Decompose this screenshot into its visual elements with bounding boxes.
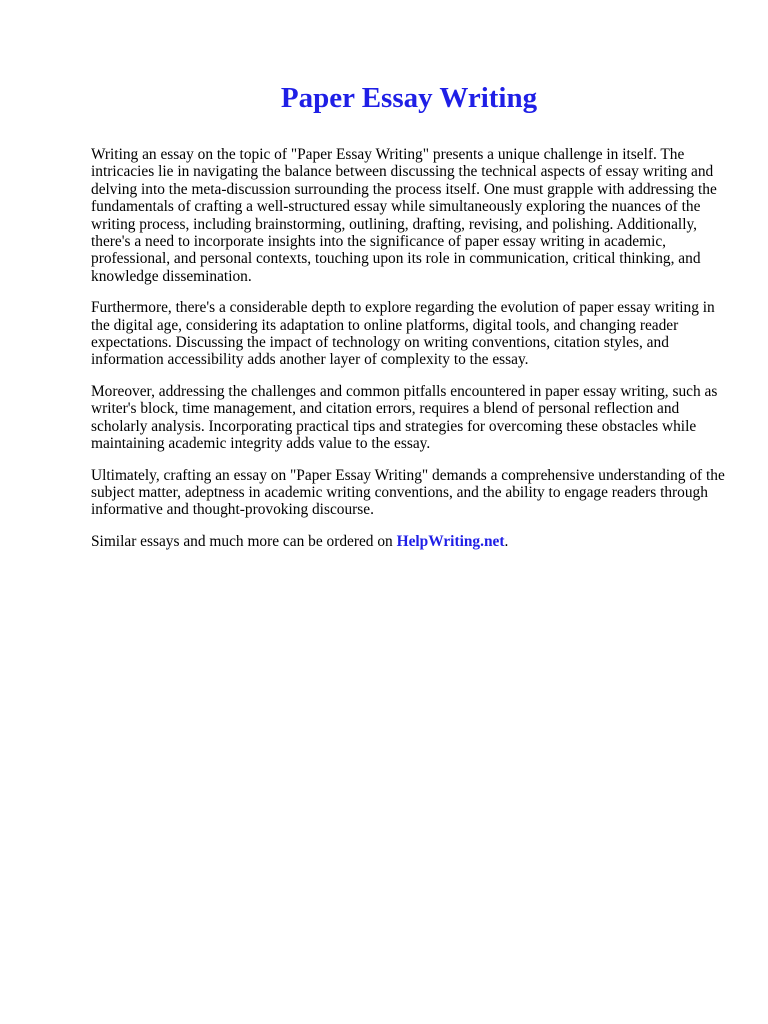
document-body xyxy=(91,146,731,564)
document-title: Paper Essay Writing xyxy=(280,82,538,114)
paragraph-1: Writing an essay on the topic of "Paper Essay Writing" presents a unique challenge in itself. The intricacies lie in navigating the balance between discussing the technical aspects of essay writing and delving into the meta-discussion surrounding the process itself. One must grapple with addressing the fundamentals of crafting a well-structured essay while simultaneously exploring the nuances of the writing process, including brainstorming, outlining, drafting, revising, and polishing. Additionally, there's a need to incorporate insights into the significance of paper essay writing in academic, professional, and personal contexts, touching upon its role in communication, critical thinking, and knowledge dissemination. xyxy=(91,146,717,285)
closing-suffix: . xyxy=(504,532,509,550)
paragraph-3: Moreover, addressing the challenges and common pitfalls encountered in paper essay writing, such as writer's block, time management, and citation errors, requires a blend of personal reflection and scholarly analysis. Incorporating practical tips and strategies for overcoming these obstacles while maintaining academic integrity adds value to the essay. xyxy=(91,382,718,453)
paragraph-4: Ultimately, crafting an essay on "Paper Essay Writing" demands a comprehensive understanding of the subject matter, adeptness in academic writing conventions, and the ability to engage readers through informative and thought-provoking discourse. xyxy=(91,466,725,519)
helpwriting-link[interactable]: HelpWriting.net xyxy=(396,532,505,550)
closing-line xyxy=(91,533,731,550)
paragraph-2: Furthermore, there's a considerable depth to explore regarding the evolution of paper essay writing in the digital age, considering its adaptation to online platforms, digital tools, and changing reader expectations. Discussing the impact of technology on writing conventions, citation styles, and information accessibility adds another layer of complexity to the essay. xyxy=(91,299,715,369)
closing-prefix: Similar essays and much more can be ordered on xyxy=(91,532,397,550)
